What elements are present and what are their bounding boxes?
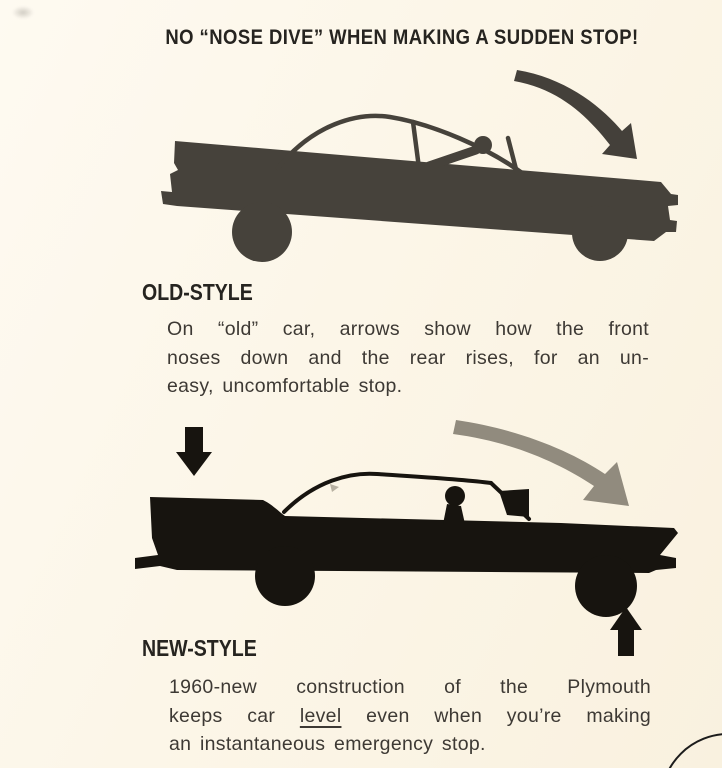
new-style-label: NEW-STYLE xyxy=(142,635,257,661)
caption-line: 1960-new construction of the Plymouth xyxy=(169,676,651,698)
caption-text: keeps car xyxy=(169,704,300,727)
new-car-front-wheel xyxy=(575,555,637,617)
caption-line: easy, uncomfortable stop. xyxy=(167,375,403,397)
driver-torso xyxy=(443,504,465,524)
caption-line: noses down and the rear rises, for an un- xyxy=(167,346,649,369)
old-style-caption xyxy=(167,315,649,401)
new-car-illustration xyxy=(123,413,689,663)
old-style-car-figure xyxy=(118,64,684,270)
caption-line: an instantaneous emergency stop. xyxy=(169,733,486,755)
down-arrow-icon xyxy=(176,427,212,476)
caption-line: On “old” car, arrows show how the front xyxy=(167,318,649,340)
old-car-front-wheel xyxy=(572,205,628,261)
caption-line xyxy=(169,702,651,731)
old-style-label: OLD-STYLE xyxy=(142,279,253,305)
new-car-roofline xyxy=(284,474,529,519)
driver-head xyxy=(445,486,465,506)
old-car-rear-wheel xyxy=(232,202,292,262)
page-title: NO “NOSE DIVE” WHEN MAKING A SUDDEN STOP! xyxy=(165,26,639,49)
windshield-vent xyxy=(499,489,529,517)
caption-text: even when you’re making xyxy=(341,704,651,727)
print-speck xyxy=(330,484,339,492)
underlined-word: level xyxy=(299,704,342,727)
scan-smudge xyxy=(12,6,34,19)
new-car-rear-wheel xyxy=(255,546,315,606)
curved-arrow-icon xyxy=(453,420,629,506)
page-corner-circle xyxy=(660,733,722,768)
new-style-caption xyxy=(169,673,651,759)
driver-arm xyxy=(429,150,476,166)
curved-arrow-icon xyxy=(514,70,637,159)
new-style-car-figure xyxy=(123,413,689,663)
old-car-illustration xyxy=(118,64,684,270)
